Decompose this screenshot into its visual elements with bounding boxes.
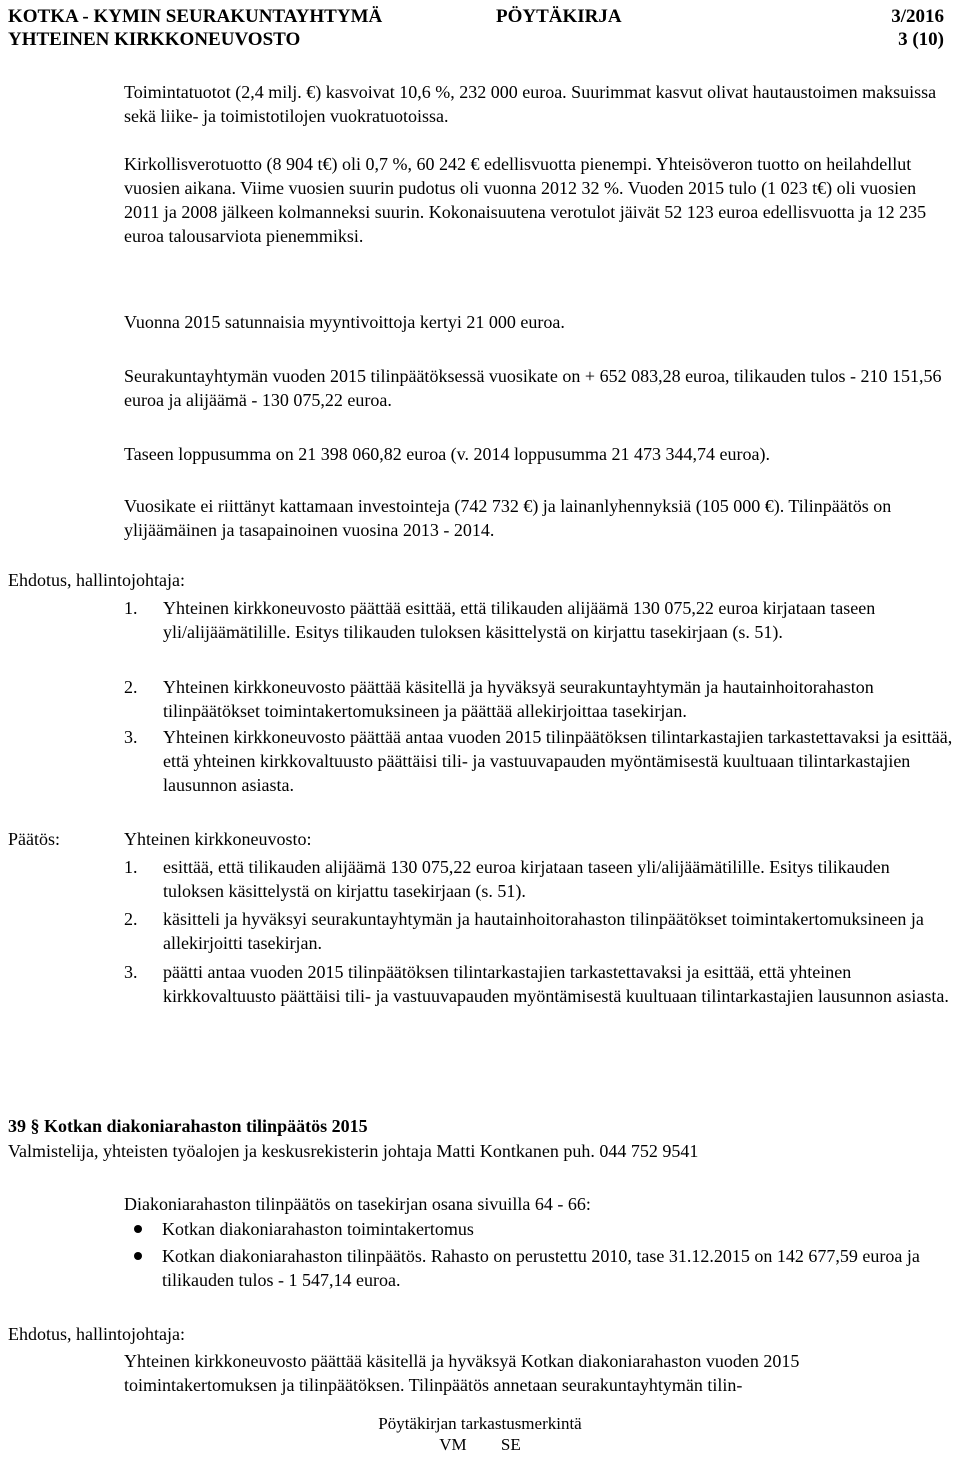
paragraph-capital-gains: Vuonna 2015 satunnaisia myyntivoittoja kertyi 21 000 euroa. [124,312,565,332]
proposal-item-number: 1. [124,598,138,618]
section-intro: Diakoniarahaston tilinpäätös on tasekirjan osana sivuilla 64 - 66: [124,1194,591,1214]
proposal-label: Ehdotus, hallintojohtaja: [8,570,185,590]
proposal-item-text: Yhteinen kirkkoneuvosto päättää käsitellä ja hyväksyä seurakuntayhtymän ja hautainhoitorahaston tilinpäätökset toimintakertomuksineen ja päättää allekirjoittaa tasekirjan. [163,677,874,721]
header-page: 3 (10) [898,29,944,50]
header-doc-type: PÖYTÄKIRJA [496,6,622,27]
footer-initials-2: SE [500,1435,521,1454]
decision-item-text: käsitteli ja hyväksyi seurakuntayhtymän ja hautainhoitorahaston tilinpäätökset toimintakertomuksineen ja allekirjoitti tasekirjan. [163,909,924,953]
proposal-item-text: Yhteinen kirkkoneuvosto päättää esittää, että tilikauden alijäämä 130 075,22 euroa kirjataan taseen yli/alijäämätilille. Esitys tilikauden tuloksen käsittelystä on kirjattu tasekirjaan (s. 51). [163,598,876,642]
decision-item-text: esittää, että tilikauden alijäämä 130 075,22 euroa kirjataan taseen yli/alijäämätilille. Esitys tilikauden tuloksen käsittelystä on kirjattu tasekirjaan (s. 51). [163,857,890,901]
paragraph-balance-total: Taseen loppusumma on 21 398 060,82 euroa (v. 2014 loppusumma 21 473 344,74 euroa). [124,444,770,464]
header-doc-number: 3/2016 [891,6,944,27]
decision-item-number: 2. [124,909,138,929]
paragraph-operating-income: Toimintatuotot (2,4 milj. €) kasvoivat 10,6 %, 232 000 euroa. Suurimmat kasvut olivat hautaustoimen maksuissa sekä liike- ja toimistotilojen vuokratuotoissa. [124,82,937,126]
decision-item-number: 3. [124,962,138,982]
proposal-item-text: Yhteinen kirkkoneuvosto päättää antaa vuoden 2015 tilinpäätöksen tilintarkastajien tarkastettavaksi ja esittää, että yhteinen kirkkovaltuusto päättäisi tili- ja vastuuvapauden myöntämisestä kuultuaan tilintarkastajien lausunnon asiasta. [163,727,953,795]
section-symbol: § [30,1116,40,1136]
section-proposal-label: Ehdotus, hallintojohtaja: [8,1324,185,1344]
header-org: KOTKA - KYMIN SEURAKUNTAYHTYMÄ [8,6,383,27]
proposal-item-number: 2. [124,677,138,697]
decision-label: Päätös: [8,829,60,849]
header-council: YHTEINEN KIRKKONEUVOSTO [8,29,301,50]
decision-item-text: päätti antaa vuoden 2015 tilinpäätöksen tilintarkastajien tarkastettavaksi ja esittää, että yhteinen kirkkovaltuusto päättäisi tili- ja vastuuvapauden myöntämisestä kuultuaan tilintarkastajien lausunnon asiasta. [163,962,949,1006]
section-heading [8,1114,368,1138]
paragraph-investments: Vuosikate ei riittänyt kattamaan investointeja (742 732 €) ja lainanlyhennyksiä (105 000 €). Tilinpäätös on ylijäämäinen ja tasapainoinen vuosina 2013 - 2014. [124,496,892,540]
decision-item-number: 1. [124,857,138,877]
bullet-item: Kotkan diakoniarahaston tilinpäätös. Rahasto on perustettu 2010, tase 31.12.2015 on 142 677,59 euroa ja tilikauden tulos - 1 547,14 euroa. [162,1246,920,1290]
section-proposal-text: Yhteinen kirkkoneuvosto päättää käsitellä ja hyväksyä Kotkan diakoniarahaston vuoden 2015 toimintakertomuksen ja tilinpäätöksen. Tilinpäätös annetaan seurakuntayhtymän tilin- [124,1351,800,1395]
decision-lead: Yhteinen kirkkoneuvosto: [124,829,312,849]
bullet-dot [134,1252,142,1260]
paragraph-annual-margin: Seurakuntayhtymän vuoden 2015 tilinpäätöksessä vuosikate on + 652 083,28 euroa, tilikauden tulos - 210 151,56 euroa ja alijäämä - 130 075,22 euroa. [124,366,942,410]
section-title: Kotkan diakoniarahaston tilinpäätös 2015 [44,1116,368,1136]
section-number: 39 [8,1116,26,1136]
bullet-item: Kotkan diakoniarahaston toimintakertomus [162,1219,474,1239]
section-preparer: Valmistelija, yhteisten työalojen ja keskusrekisterin johtaja Matti Kontkanen puh. 044 752 9541 [8,1141,699,1161]
footer-initials [0,1433,960,1457]
proposal-item-number: 3. [124,727,138,747]
paragraph-tax-income: Kirkollisverotuotto (8 904 t€) oli 0,7 %, 60 242 € edellisvuotta pienempi. Yhteisöveron tuotto on heilahdellut vuosien aikana. Viime vuosien suurin pudotus oli vuonna 2012 32 %. Vuoden 2015 tulo (1 023 t€) oli vuosien 2011 ja 2008 jälkeen kolmanneksi suurin. Kokonaisuutena verotulot jäivät 52 123 euroa edellisvuotta ja 12 235 euroa talousarviota pienemmiksi. [124,154,927,246]
footer-initials-1: VM [439,1435,467,1454]
footer-label: Pöytäkirjan tarkastusmerkintä [378,1414,582,1433]
bullet-dot [134,1225,142,1233]
